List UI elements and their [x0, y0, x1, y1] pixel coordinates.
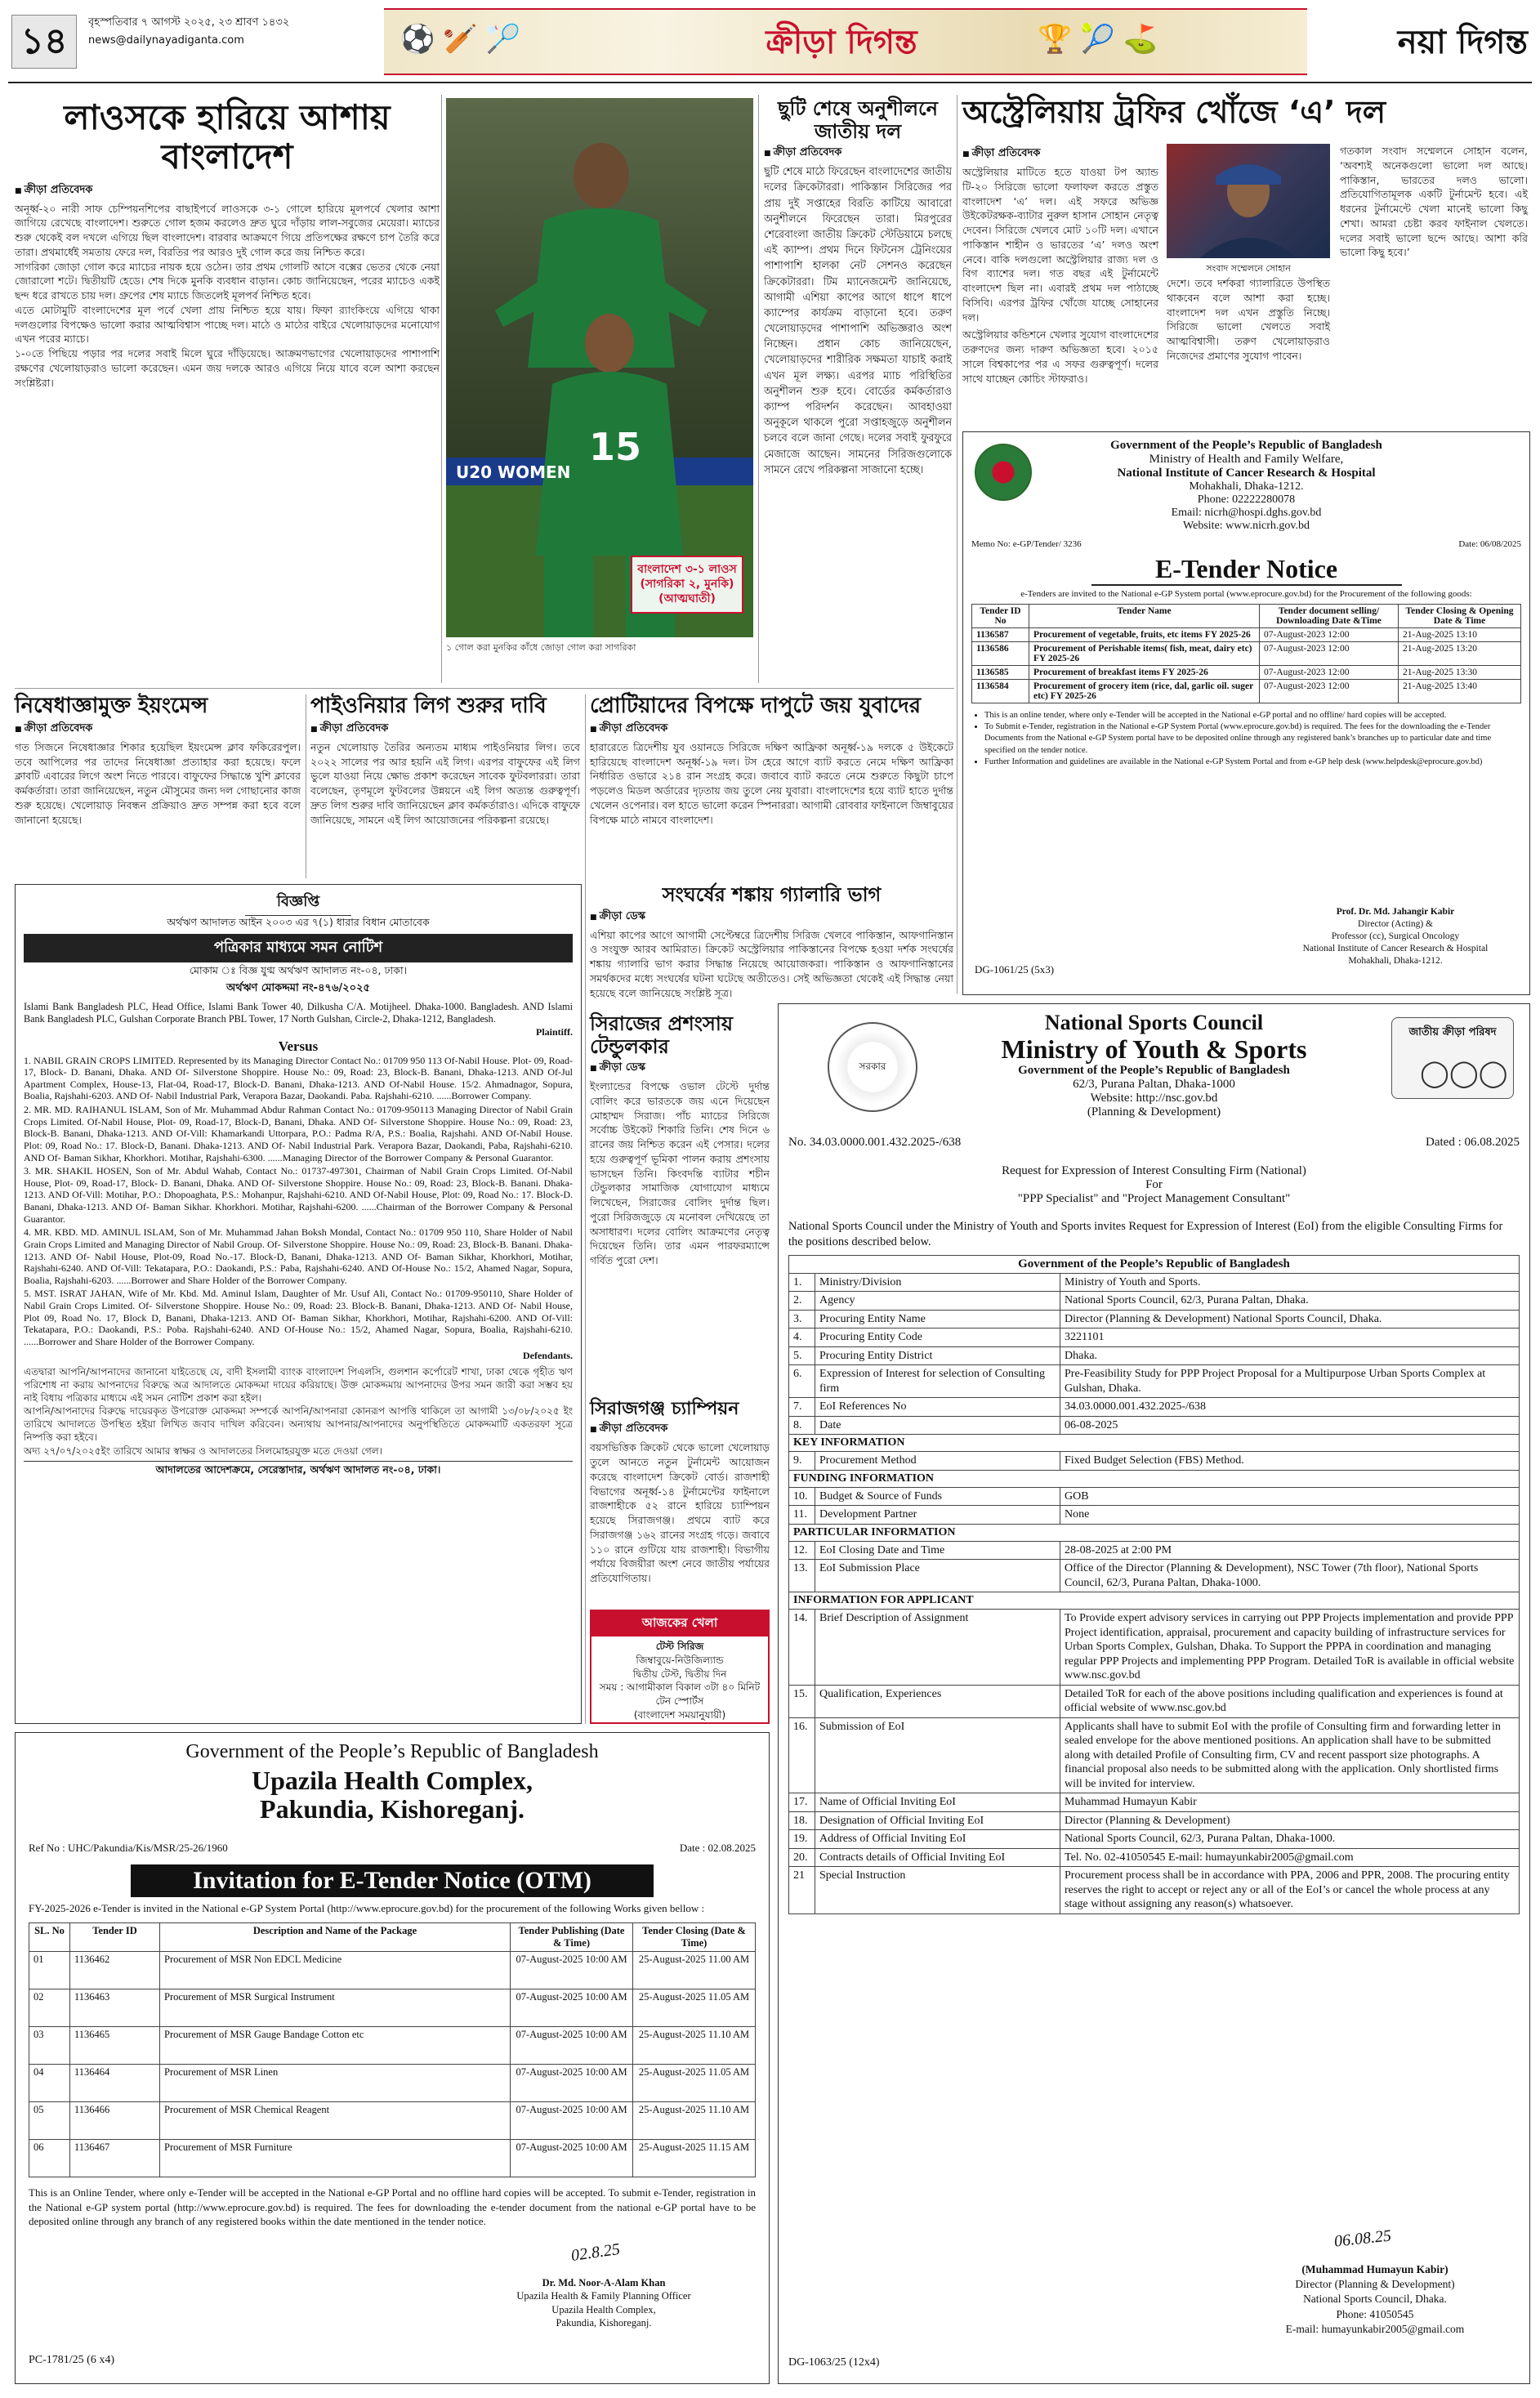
eoi-row-key: Procurement Method [815, 1452, 1060, 1471]
eoi-row-value: Tel. No. 02-41050545 E-mail: humayunkabir2005@gmail.com [1060, 1848, 1520, 1867]
eoi-row-key: Expression of Interest for selection of Consulting firm [815, 1365, 1060, 1398]
eoi-row-number: 18. [789, 1811, 815, 1830]
headline-u19: প্রোটিয়াদের বিপক্ষে দাপুটে জয় যুবাদের [590, 694, 922, 718]
date-line: বৃহস্পতিবার ৭ আগস্ট ২০২৫, ২৩ শ্রাবণ ১৪৩২ [88, 16, 290, 29]
eoi-row-key: Procuring Entity District [815, 1346, 1060, 1365]
eoi-section-row [789, 1524, 1520, 1541]
table-row: 02 1136463 Procurement of MSR Surgical Instrument 07-August-2025 10:00 AM 25-August-2025 11.05 AM [29, 1989, 756, 2027]
photo-laos [446, 98, 753, 637]
headline-camp: ছুটি শেষে অনুশীলনে জাতীয় দল [777, 97, 939, 143]
eoi-row-value: Applicants shall have to submit EoI with the profile of Consulting firm and forwarding letter in sealed envelope for the above mentioned positions. An application shall have to be submitted along with detailed Profile of Consulting firm, CV and recent passport size photographs. A financial proposal also needs to be submitted along with the application. Only shortlisted firms will be invited for interview. [1060, 1717, 1520, 1793]
byline: ■ ক্রীড়া প্রতিবেদক [15, 182, 440, 199]
eoi-row-key: Address of Official Inviting EoI [815, 1830, 1060, 1849]
eoi-row-value: None [1060, 1506, 1520, 1525]
story-gallery [590, 884, 953, 1007]
table-row [789, 1487, 1520, 1506]
eoi-req-2: For [1145, 1178, 1163, 1192]
eoi-row-number: 12. [789, 1541, 815, 1560]
table-row [789, 1560, 1520, 1592]
byline: ■ ক্রীড়া প্রতিবেদক [590, 1421, 770, 1438]
nsc-dept: (Planning & Development) [1087, 1105, 1221, 1119]
photo-caption: ১ গোল করা মুনকির কাঁধে জোড়া গোল করা সাগরিকা [446, 642, 636, 653]
table-row: 03 1136465 Procurement of MSR Gauge Bandage Cotton etc 07-August-2025 10:00 AM 25-August-2025 11.10 AM [29, 2027, 756, 2065]
table-row: 1136587 Procurement of vegetable, fruits, etc items FY 2025-26 07-August-2023 12:00 21-Aug-2025 13:10 [972, 628, 1521, 642]
defendant-item: 4. MR. KBD. MD. AMINUL ISLAM, Son of Mr. Muhammad Jahan Boksh Mondal, Contact No.: 01709 950 110, Share Holder of Nabil Grain Crops Limited and Managing Director of Nabil Group. Of- Silverstone Shoppire. House No.: 09, Road: 23, Block-B. Banani. Dhaka-1213. AND Of- Nabil House, Plot-09, Road No.-17. Block-D, Banani, Dhaka-1213. AND Of- Baman Sikhar, Khorkhori, Motihar, Rajshahi-6240. AND Of-Vill: Tekatapara, P.O.: Daokandi, P.S.: Paba, Rajshahi-6240. AND Of-House No.: 15/2, Ahamed Nagar, Sopura, Boalia, Rajshahi-6203. ......Borrower and Share Holder of the Borrower Company. [24, 1226, 573, 1286]
eoi-section-label: INFORMATION FOR APPLICANT [789, 1592, 1520, 1610]
eoi-row-number: 1. [789, 1273, 815, 1292]
eoi-row-value: Procurement process shall be in accordance with PPA, 2006 and PPR, 2008. The procuring entity reserves the right to accept or reject any or all of the EoI’s or cancel the whole process at any stage without assigning any reason(s) whatsoever. [1060, 1867, 1520, 1914]
table-row: 06 1136467 Procurement of MSR Furniture 07-August-2025 10:00 AM 25-August-2025 11.15 AM [29, 2140, 756, 2177]
eoi-row-key: EoI Submission Place [815, 1560, 1060, 1592]
table-row [789, 1685, 1520, 1717]
defendant-item: 1. NABIL GRAIN CROPS LIMITED. Represented by its Managing Director Contact No.: 01709 950 113 Of-Nabil House. Plot- 09, Road-17, Block- D. Banani, Dhaka. AND Of- Silverstone Shoppire. House No.: 09, Road: 23, Block-B. Banani, Dhaka-1213. AND Of-Jul Apartment Complex, House-13, Flat-04, Road-17, Block-D. Banani, Dhaka-1213. AND Of-Nabil House. 15/2. Ahmadnagor, Sopura, Boalia, Rajshahi-6203. AND Of- Nabil Industrial Park, Verapora Bazar, Daokandi. Paba. Rajshahi-6210. ......Borrower Company. [24, 1054, 573, 1102]
byline: ■ ক্রীড়া প্রতিবেদক [15, 721, 301, 738]
etender-title: E-Tender Notice [1091, 554, 1402, 586]
page-number: ১৪ [11, 15, 77, 69]
eoi-row-number: 20. [789, 1848, 815, 1867]
ref-no: No. 34.03.0000.001.432.2025-/638 [788, 1136, 962, 1150]
story-text: হারারেতে ত্রিদেশীয় যুব ওয়ানডে সিরিজে দক্ষিণ আফ্রিকা অনূর্ধ্ব-১৯ দলকে ৫ উইকেটে হারিয়েছে বাংলাদেশ অনূর্ধ্ব-১৯ দল। টস হেরে আগে ব্যাট করতে নেমে দক্ষিণ আফ্রিকা নির্ধারিত ওভারে ২১৪ রান সংগ্রহ করে। জবাবে ব্যাট করতে নেমে শুরুতে কিছুটা চাপে পড়লেও মিডল অর্ডারের দৃঢ়তায় জয় তুলে নেয় যুবারা। বাংলাদেশের হয়ে ব্যাট হাতে দুর্দান্ত খেলেন ওপেনার। বল হাতে ভালো করেন স্পিনাররা। আগামী রোববার ফাইনালে জিম্বাবুয়ের বিপক্ষে মাঠে নামবে বাংলাদেশ। [590, 740, 953, 826]
todays-games-line: সময় : আগামীকাল বিকাল ৩টা ৪০ মিনিট [599, 1681, 761, 1694]
story-text: ইংল্যান্ডের বিপক্ষে ওভাল টেস্টে দুর্দান্ত বোলিং করে ভারতকে জয় এনে দিয়েছেন মোহাম্মদ সিরাজ। পাঁচ ম্যাচের সিরিজে সর্বোচ্চ উইকেট শিকারি তিনি। শেষ দিনে ৬ রানের জয় নিশ্চিত করেন এই পেসার। দলের হয়ে গুরুত্বপূর্ণ ভূমিকা পালন করায় প্রশংসায় ভাসছেন তিনি। কিংবদন্তি ব্যাটার শচীন টেন্ডুলকার সামাজিক যোগাযোগ মাধ্যমে লিখেছেন, সিরাজের বোলিং দুর্দান্ত ছিল। পুরো সিরিজজুড়ে যে মনোবল দেখিয়েছে তা অসাধারণ। দলের বোলিং আক্রমণের নেতৃত্ব দিয়েছেন তিনি। তার এমন পারফরম্যান্সে গর্বিত পুরো দেশ। [590, 1080, 770, 1267]
ad-email[interactable]: Email: nicrh@hospi.dghs.gov.bd [1171, 507, 1322, 519]
eoi-row-value: 34.03.0000.001.432.2025-/638 [1060, 1398, 1520, 1417]
ad-court-summons [15, 884, 582, 1724]
nsc-website[interactable]: Website: http://nsc.gov.bd [1090, 1092, 1218, 1105]
story-text: অস্ট্রেলিয়ার মাটিতে হতে যাওয়া টপ অ্যান্ড টি-২০ সিরিজে ভালো ফলাফল করতে প্রস্তুত বাংলাদেশ ‘এ’ দল। এই সফরে অভিজ্ঞ উইকেটরক্ষক-ব্যাটার নুরুল হাসান সোহান নেতৃত্ব দেবেন। সিরিজে খেলবে মোট ১০টি দল। এখানে পাকিস্তান শাহীন ও ভারতের ‘এ’ দলও অংশ নেবে। বাকি দলগুলো অস্ট্রেলিয়ার রাজ্য দল ও বিগ ব্যাশের দল। গত বছর এই টুর্নামেন্টে বাংলাদেশ ছিল না। এবারই প্রথম দল পাঠাচ্ছে বিসিবি। এরপর ট্রফির খোঁজে যাচ্ছে সোহানের দল। [962, 166, 1158, 324]
table-row: 04 1136464 Procurement of MSR Linen 07-August-2025 10:00 AM 25-August-2025 11.05 AM [29, 2065, 756, 2102]
section-title: ক্রীড়া দিগন্ত [766, 24, 917, 61]
eoi-row-number: 4. [789, 1329, 815, 1347]
notice-law: অর্থঋণ আদালত আইন ২০০৩ এর ৭(১) ধারার বিধান মোতাবেক [167, 916, 430, 928]
col-publishing: Tender Publishing (Date & Time) [511, 1923, 633, 1952]
table-row [789, 1811, 1520, 1830]
eoi-row-key: Special Instruction [815, 1867, 1060, 1914]
eoi-section-row [789, 1592, 1520, 1610]
col-closing: Tender Closing (Date & Time) [633, 1923, 756, 1952]
eoi-row-number: 14. [789, 1610, 815, 1686]
signature-block: Prof. Dr. Md. Jahangir Kabir Director (Acting) & Professor (cc), Surgical Oncology National Institute of Cancer Research & Hospital Mohakhali, Dhaka-1212. [1302, 907, 1489, 966]
table-row [789, 1717, 1520, 1793]
eoi-row-value: Detailed ToR for each of the above positions including qualification and experiences is found at official website of www.nsc.gov.bd [1060, 1685, 1520, 1717]
todays-games-line: দ্বিতীয় টেস্ট, দ্বিতীয় দিন [632, 1668, 727, 1680]
eoi-row-value: National Sports Council, 62/3, Purana Paltan, Dhaka-1000. [1060, 1830, 1520, 1849]
eoi-row-number: 21 [789, 1867, 815, 1914]
story-text: ছুটি শেষে মাঠে ফিরেছেন বাংলাদেশের জাতীয় দলের ক্রিকেটাররা। পাকিস্তান সিরিজের পর প্রায় দুই সপ্তাহের বিরতি কাটিয়ে আবারো অনুশীলনে ফিরেছেন তারা। মিরপুরের শেরেবাংলা জাতীয় ক্রিকেট স্টেডিয়ামে চলছে এই ক্যাম্প। প্রথম দিনে ফিটনেস ট্রেনিংয়ের পাশাপাশি হালকা নেট সেশনও করেছেন ক্রিকেটাররা। টিম ম্যানেজমেন্ট জানিয়েছে, আগামী এশিয়া কাপের আগে ধাপে ধাপে ক্যাম্পের কার্যক্রম বাড়ানো হবে। তরুণ খেলোয়াড়দের পাশাপাশি অভিজ্ঞরাও অংশ নিচ্ছেন। প্রধান কোচ জানিয়েছেন, খেলোয়াড়দের শারীরিক সক্ষমতা যাচাই করাই এখন মূল লক্ষ্য। এরপর ম্যাচ পরিস্থিতির অনুশীলন শুরু হবে। বোর্ডের কর্মকর্তারাও ক্যাম্প পরিদর্শন করেছেন। আবহাওয়া অনুকূলে থাকলে পুরো সপ্তাহজুড়ে অনুশীলন চলবে বলে জানা গেছে। দলের সবাই ফুরফুরে মেজাজে আছেন। সামনের সিরিজগুলোকে সামনে রেখে পরিকল্পনা সাজানো হচ্ছে। [764, 166, 952, 476]
eoi-section-label: KEY INFORMATION [789, 1435, 1520, 1452]
table-row [789, 1346, 1520, 1365]
byline: ■ ক্রীড়া প্রতিবেদক [310, 721, 580, 738]
eoi-row-value: National Sports Council, 62/3, Purana Paltan, Dhaka. [1060, 1292, 1520, 1311]
email-line[interactable]: news@dailynayadiganta.com [88, 34, 244, 47]
etender-table [971, 604, 1521, 703]
eoi-section-row [789, 1470, 1520, 1487]
eoi-table [788, 1255, 1520, 1914]
ad-institute: National Institute of Cancer Research & Hospital [1117, 467, 1376, 480]
eoi-row-number: 3. [789, 1310, 815, 1329]
eoi-row-key: Ministry/Division [815, 1273, 1060, 1292]
table-row: 1136585 Procurement of breakfast items FY 2025-26 07-August-2023 12:00 21-Aug-2025 13:30 [972, 666, 1521, 680]
ad-phone: Phone: 02222280078 [1197, 493, 1296, 506]
col-description: Description and Name of the Package [160, 1923, 511, 1952]
eoi-section-label: PARTICULAR INFORMATION [789, 1524, 1520, 1541]
eoi-intro: National Sports Council under the Ministry of Youth and Sports invites Request for Expression of Interest (EoI) from the eligible Consulting Firms for the positions described below. [788, 1220, 1503, 1249]
story-text-4: গতকাল সংবাদ সম্মেলনে সোহান বলেন, ‘অবশ্যই অনেকগুলো ভালো দল আছে। পাকিস্তান, ভারতের দলও ভালো। প্রতিযোগিতামূলক একটি টুর্নামেন্ট হবে। এই ধরনের টুর্নামেন্টে খেলা মানেই ভালো কিছু শেখা। আমরা চেষ্টা করব ফাইনাল খেলতে। দলের সবাই ভালো ছন্দে আছে। আশা করি ভালো কিছু হবে।’ [1340, 145, 1528, 259]
table-row [789, 1848, 1520, 1867]
eoi-row-number: 15. [789, 1685, 815, 1717]
eoi-row-key: Procuring Entity Name [815, 1310, 1060, 1329]
col-tender-id: Tender ID No [972, 605, 1029, 628]
nsc-gov: Government of the People’s Republic of Bangladesh [1018, 1064, 1290, 1078]
eoi-req-3: "PPP Specialist" and "Project Management Consultant" [1017, 1192, 1291, 1206]
eoi-row-key: Contracts details of Official Inviting EoI [815, 1848, 1060, 1867]
versus-label: Versus [278, 1038, 319, 1054]
todays-games-title: আজকের খেলা [591, 1611, 768, 1637]
story-u19 [590, 694, 953, 878]
notice-label: বিজ্ঞপ্তি [245, 890, 351, 916]
eoi-row-value: 3221101 [1060, 1329, 1520, 1347]
otm-table [29, 1922, 756, 2177]
signature-block: (Muhammad Humayun Kabir) Director (Planning & Development) National Sports Council, Dhaka. Phone: 41050545 E-mail: humayunkabir2005@gmail.com [1285, 2263, 1465, 2335]
table-row: 1136584 Procurement of grocery item (rice, dal, garlic oil. suger etc) FY 2025-26 07-August-2023 12:00 21-Aug-2025 13:40 [972, 680, 1521, 703]
eoi-row-key: EoI References No [815, 1398, 1060, 1417]
eoi-row-value: Director (Planning & Development) [1060, 1811, 1520, 1830]
ad-nsc-eoi [778, 1003, 1530, 2384]
nsc-address: 62/3, Purana Paltan, Dhaka-1000 [1073, 1078, 1235, 1092]
nsc-logo-text: জাতীয় ক্রীড়া পরিষদ [1408, 1026, 1497, 1038]
ad-website[interactable]: Website: www.nicrh.gov.bd [1183, 520, 1310, 532]
nsc-title: National Sports Council [1044, 1011, 1264, 1034]
eoi-row-key: Brief Description of Assignment [815, 1610, 1060, 1686]
eoi-row-number: 6. [789, 1365, 815, 1398]
ad-org-place: Pakundia, Kishoreganj. [260, 1794, 524, 1824]
table-row [789, 1867, 1520, 1914]
ad-code: PC-1781/25 (6 x4) [29, 2354, 114, 2366]
gov-logo [975, 444, 1032, 501]
story-youngmens [15, 694, 301, 878]
ad-upazila-etender [15, 1732, 770, 2384]
defendant-item: 3. MR. SHAKIL HOSEN, Son of Mr. Abdul Wahab, Contact No.: 01737-497301, Chairman of Nabil Grain Crops Limited. Of-Nabil House, Plot- 09, Road-17, Block- D. Banani, Dhaka. AND Of- Silverstone Shoppire. House No.: 09, Road: 23, Block-B. Banani. Dhaka-1213. AND Of-Vill: Motihar, P.O.: Dhopoaghata, P.S.: Mohanpur, Rajshahi-6210. AND Of-Nabil House, Plot: 09, Road No.: 17. Block-D. Banani, Dhaka-1213. AND Of- Baman Sikhar. Khorkhori. Motihar, Rajshahi-6200. ......Chairman of the Borrower Company & Personal Guarantor. [24, 1165, 573, 1225]
todays-games-line: (বাংলাদেশ সময়ানুযায়ী) [633, 1708, 726, 1721]
ad-org-name: Upazila Health Complex, [252, 1766, 533, 1795]
eoi-table-head: Government of the People’s Republic of Bangladesh [789, 1255, 1520, 1273]
summons-body: এতদ্বারা আপনি/আপনাদের জানানো যাইতেছে যে, বাদী ইসলামী ব্যাংক বাংলাদেশ পিএলসি, গুলশান কর্পোরেট শাখা, ঢাকা থেকে গৃহীত ঋণ পরিশোধ না করায় আপনাদের বিরুদ্ধে অত্র আদালতে মোকদ্দমা দায়ের করিয়াছে। উক্ত মোকদ্দমায় আপনাদের উপর সমন জারী করা সম্ভব হয় নাই বিধায় পত্রিকার মাধ্যমে এই সমন নোটিশ প্রকাশ করা হইল। আপনি/আপনাদের বিরুদ্ধে দায়েরকৃত উপরোক্ত মোকদ্দমা সম্পর্কে আপনি/আপনারা কোনরূপ আপত্তি থাকিলে তা আগামী ১৩/০৮/২০২৫ ইং তারিখে আদালতে উপস্থিত হইয়া লিখিত জবাব দাখিল করিবেন। অন্যথায় আপনার/আপনাদের অনুপস্থিতিতে মোকদ্দমাটি একতরফা সূত্রে নিষ্পত্তি করা হইবে। অদ্য ২৭/০৭/২০২৫ইং তারিখে আমার স্বাক্ষর ও আদালতের সিলমোহরযুক্ত মতে দেওয়া গেল। [24, 1365, 573, 1457]
story-australia [962, 95, 1530, 422]
headline-australia: অস্ট্রেলিয়ায় ট্রফির খোঁজে ‘এ’ দল [962, 94, 1386, 130]
paper-logo: নয়া দিগন্ত [1397, 24, 1528, 61]
eoi-section-label: FUNDING INFORMATION [789, 1470, 1520, 1487]
col-closing: Tender Closing & Opening Date & Time [1399, 605, 1521, 628]
ad-ministry: Ministry of Health and Family Welfare, [1149, 453, 1344, 466]
eoi-row-number: 11. [789, 1506, 815, 1525]
sports-banner [384, 8, 1307, 75]
headline-sirajganj: সিরাজগঞ্জ চ্যাম্পিয়ন [590, 1399, 739, 1419]
story-text: বয়সভিত্তিক ক্রিকেট থেকে ভালো খেলোয়াড় তুলে আনতে নতুন টুর্নামেন্ট আয়োজন করেছে বাংলাদেশ ক্রিকেট বোর্ড। রাজশাহী বিভাগের অনূর্ধ্ব-১৪ টুর্নামেন্টের ফাইনালে রাজশাহীকে ৫২ রানে হারিয়ে চ্যাম্পিয়ন হয়েছে সিরাজগঞ্জ। প্রথমে ব্যাট করে সিরাজগঞ্জ ১৬২ রানের সংগ্রহ গড়ে। জবাবে ১১০ রানে গুটিয়ে যায় রাজশাহী। বিভাগীয় পর্যায়ে বিজয়ীরা অংশ নেবে জাতীয় পর্যায়ের প্রতিযোগিতায়। [590, 1441, 770, 1585]
eoi-row-key: Budget & Source of Funds [815, 1487, 1060, 1506]
score-label: বাংলাদেশ ৩-১ লাওস (সাগরিকা ২, মুনকি) (আত্মঘাতী) [631, 556, 743, 614]
ad-code: DG-1063/25 (12x4) [788, 2356, 880, 2369]
eoi-row-value: GOB [1060, 1487, 1520, 1506]
col-selling: Tender document selling/ Downloading Date &Time [1260, 605, 1399, 628]
eoi-row-key: Date [815, 1416, 1060, 1435]
table-row [789, 1416, 1520, 1435]
jersey-number: 15 [589, 425, 642, 469]
story-text-3: দেশে। তবে দর্শকরা গ্যালারিতে উপস্থিত থাকবেন বলে আশা করা হচ্ছে। বাংলাদেশ দল এখন প্রস্তুতি নিচ্ছে। সিরিজে ভালো খেলতে সবাই আত্মবিশ্বাসী। তরুণ খেলোয়াড়রাও নিজেদের প্রমাণের সুযোগ পাবেন। [1167, 277, 1330, 362]
table-row: 1136586 Procurement of Perishable items( fish, meat, dairy etc) FY 2025-26 07-August-2023 12:00 21-Aug-2025 13:20 [972, 642, 1521, 666]
eoi-row-key: Designation of Official Inviting EoI [815, 1811, 1060, 1830]
story-text-2: অস্ট্রেলিয়ার কন্ডিশনে খেলার সুযোগ বাংলাদেশের তরুণদের জন্য দারুণ অভিজ্ঞতা হবে। ২০১৫ সালে বিশ্বকাপের পর এ সফর গুরুত্বপূর্ণ। দলের সাথে যাচ্ছেন কোচিং স্টাফরাও। [962, 328, 1158, 385]
table-row [789, 1830, 1520, 1849]
col-tender-name: Tender Name [1029, 605, 1260, 628]
byline: ■ ক্রীড়া প্রতিবেদক [962, 145, 1158, 163]
signature-block: Dr. Md. Noor-A-Alam Khan Upazila Health & Family Planning Officer Upazila Health Complex, Pakundia, Kishoreganj. [516, 2277, 691, 2329]
plaintiff-tag: Plaintiff. [536, 1025, 573, 1038]
sports-icons-left: ⚽🏏🏸 [400, 23, 529, 56]
table-row [789, 1541, 1520, 1560]
byline: ■ ক্রীড়া প্রতিবেদক [590, 721, 953, 738]
table-row: 05 1136466 Procurement of MSR Chemical Reagent 07-August-2025 10:00 AM 25-August-2025 11.10 AM [29, 2102, 756, 2140]
ref-date: Date : 02.08.2025 [679, 1842, 756, 1855]
notice-court: মোকাম ঃ বিজ্ঞ যুগ্ম অর্থঋণ আদালত নং-০৪, ঢাকা। [189, 964, 408, 976]
table-row [789, 1610, 1520, 1686]
photo-sohan [1167, 144, 1330, 258]
eoi-row-value: Dhaka. [1060, 1346, 1520, 1365]
sports-icons-right: 🏆🎾⛳ [1038, 23, 1167, 56]
eoi-row-key: Submission of EoI [815, 1717, 1060, 1793]
defendants-tag: Defendants. [522, 1349, 573, 1361]
eoi-row-value: Director (Planning & Development) National Sports Council, Dhaka. [1060, 1310, 1520, 1329]
eoi-row-number: 8. [789, 1416, 815, 1435]
ad-gov: Government of the People’s Republic of Bangladesh [1110, 439, 1382, 452]
eoi-row-number: 13. [789, 1560, 815, 1592]
headline-laos: লাওসকে হারিয়ে আশায় বাংলাদেশ [64, 97, 391, 177]
etender-notes: • This is an online tender, where only e-Tender will be accepted in the National e-GP portal and no offline/ hard copies will be accepted. • To Submit e-Tender, registration in the National e-GP System Portal (www.eprocure.gov.bd) is required. The fees for the downloading the e-Tender Documents from the National e-GP System portal have to be deposited online through any registered bank’s branches up to particular date and time specified on the tender notice. • Further Information and guidelines are available in the National e-GP System Portal and from e-GP help desk (www.helpdesk@eprocure.gov.bd) [984, 710, 1521, 768]
gov-seal [828, 1022, 917, 1112]
ad-code: DG-1061/25 (5x3) [975, 963, 1055, 976]
eoi-row-key: Procuring Entity Code [815, 1329, 1060, 1347]
eoi-row-key: Qualification, Experiences [815, 1685, 1060, 1717]
todays-games-line: টেস্ট সিরিজ [655, 1641, 704, 1652]
byline: ■ ক্রীড়া প্রতিবেদক [764, 145, 952, 162]
table-row [789, 1329, 1520, 1347]
eoi-row-value: Fixed Budget Selection (FBS) Method. [1060, 1452, 1520, 1471]
memo-no: Memo No: e-GP/Tender/ 3236 [971, 539, 1082, 549]
eoi-row-key: Agency [815, 1292, 1060, 1311]
ref-date: Dated : 06.08.2025 [1426, 1136, 1520, 1150]
table-row [789, 1506, 1520, 1525]
eoi-row-value: Office of the Director (Planning & Development), NSC Tower (7th floor), National Sports Council, 62/3, Purana Paltan, Dhaka-1000. [1060, 1560, 1520, 1592]
summons-footer: আদালতের আদেশক্রমে, সেরেস্তাদার, অর্থঋণ আদালত নং-০৪, ঢাকা। [24, 1461, 573, 1480]
etender-intro: e-Tenders are invited to the National e-GP System portal (www.eprocure.gov.bd) for the Procurement of the following goods: [1020, 589, 1472, 599]
eoi-row-number: 16. [789, 1717, 815, 1793]
story-text: গত সিজনে নিষেধাজ্ঞার শিকার হয়েছিল ইয়ংমেন্স ক্লাব ফকিরেরপুল। তবে আপিলের পর তাদের নিষেধাজ্ঞা প্রত্যাহার করা হয়েছে। ফলে ক্লাবটি এবারের লিগে অংশ নিতে পারবে। বাফুফের সিদ্ধান্তে খুশি ক্লাবের কর্মকর্তারা। তারা জানিয়েছেন, নতুন মৌসুমের জন্য দল গোছানোর কাজ শুরু হয়েছে। খেলোয়াড় নিবন্ধন প্রক্রিয়াও দ্রুত সম্পন্ন করা হবে বলে জানানো হয়েছে। [15, 740, 301, 826]
table-row [789, 1793, 1520, 1812]
eoi-section-row [789, 1435, 1520, 1452]
eoi-row-number: 10. [789, 1487, 815, 1506]
story-text: অনূর্ধ্ব-২০ নারী সাফ চেম্পিয়নশিপের বাছাইপর্বে লাওসকে ৩-১ গোলে হারিয়ে মূলপর্বে খেলার আশা জাগিয়ে রেখেছে বাংলাদেশ। শুরুতে গোল হজম করলেও দ্রুত ঘুরে দাঁড়ায় লাল-সবুজের মেয়েরা। ম্যাচের শুরু থেকেই বল দখলে এগিয়ে ছিল বাংলাদেশ। বারবার আক্রমণে গিয়ে প্রতিপক্ষের রক্ষণে চাপ তৈরি করে তারা। প্রথমার্ধেই সমতায় ফেরে দল, বিরতির পর আরও দুই গোল করে জয় নিশ্চিত করে। সাগরিকা জোড়া গোল করে ম্যাচের নায়ক হয়ে ওঠেন। তার প্রথম গোলটি আসে বক্সের ভেতর থেকে নেয়া জোরালো শটে। দ্বিতীয়টি হেডে। শেষ দিকে মুনকি ব্যবধান বাড়ান। কোচ জানিয়েছেন, পরের ম্যাচেও একই ছন্দ ধরে রাখতে চায় দল। গ্রুপের শেষ ম্যাচে জিতলেই মূলপর্ব নিশ্চিত হবে। এতে মোটামুটি বাংলাদেশের মূল পর্বে খেলা প্রায় নিশ্চিত হয়ে যায়। ফিফা র‌্যাংকিংয়ে এগিয়ে থাকা দলগুলোর বিপক্ষেও ভালো করার আত্মবিশ্বাস পাচ্ছে দল। মাঠে ও মাঠের বাইরে খেলোয়াড়দের মনোযোগ এখন পরের ম্যাচে। ১-০তে পিছিয়ে পড়ার পর দলের সবাই মিলে ঘুরে দাঁড়িয়েছে। আক্রমণভাগের খেলোয়াড়দের পাশাপাশি রক্ষণের খেলোয়াড়রাও ভালো করেছেন। এমন জয় দলকে আরও এগিয়ে নিয়ে যাবে বলে আশা করছেন সংশ্লিষ্টরা। [15, 202, 440, 389]
photo-caption: সংবাদ সম্মেলনে সোহান [1206, 263, 1291, 274]
eoi-row-key: Name of Official Inviting EoI [815, 1793, 1060, 1812]
eoi-row-value: To Provide expert advisory services in carrying out PPP Projects implementation and provide PPP Project identification, appraisal, procurement and capacity building of infrastructure services for Urban Sports Complex, Gulshan, Dhaka. To Support the PPPA in coordination and managing regular PPP Projects and implementing PPP Program. Detailed ToR is available in official website www.nsc.gov.bd [1060, 1610, 1520, 1686]
eoi-row-value: 06-08-2025 [1060, 1416, 1520, 1435]
ad-address: Mohakhali, Dhaka-1212. [1189, 480, 1304, 493]
eoi-row-value: Muhammad Humayun Kabir [1060, 1793, 1520, 1812]
ref-no: Ref No : UHC/Pakundia/Kis/MSR/25-26/1960 [29, 1842, 228, 1855]
signature-scribble: 02.8.25 [569, 2239, 622, 2266]
headline-pioneer: পাইওনিয়ার লিগ শুরুর দাবি [310, 694, 547, 718]
plaintiff-text: Islami Bank Bangladesh PLC, Head Office, Islami Bank Tower 40, Dilkusha C/A. Motijheel. Dhaka-1000. Bangladesh. AND Islami Bank Bangladesh PLC, Gulshan Corporate Branch PBL Tower, 17 North Gulshan, Circle-2, Dhaka-1212, Bangladesh. [24, 1001, 573, 1025]
story-text: এশিয়া কাপের আগে আগামী সেপ্টেম্বরে ত্রিদেশীয় সিরিজ খেলবে পাকিস্তান, আফগানিস্তান ও সংযুক্ত আরব আমিরাত। ক্রিকেট অস্ট্রেলিয়ার পাকিস্তানের বিপক্ষে হওয়া দর্শক সংঘর্ষের শঙ্কায় গ্যালারি ভাগ করার সিদ্ধান্ত নিয়েছে আয়োজকরা। পাকিস্তান ও আফগানিস্তানের সমর্থকদের মধ্যে সংঘর্ষের ঘটনা ঘটেছে অতীতেও। সেই অভিজ্ঞতা থেকেই এই সিদ্ধান্ত নেয়া হয়েছে বলে জানিয়েছে সংশ্লিষ্ট সূত্র। [590, 928, 953, 999]
col-tender-id: Tender ID [70, 1923, 160, 1952]
eoi-row-value: Pre-Feasibility Study for PPP Project Proposal for a Multipurpose Urban Sports Complex at Gulshan, Dhaka. [1060, 1365, 1520, 1398]
todays-games-line: জিম্বাবুয়ে-নিউজিল্যান্ড [636, 1654, 724, 1666]
notice-title: পত্রিকার মাধ্যমে সমন নোটিশ [24, 934, 573, 962]
box-todays-games [590, 1610, 770, 1724]
otm-title: Invitation for E-Tender Notice (OTM) [131, 1864, 654, 1897]
eoi-row-key: EoI Closing Date and Time [815, 1541, 1060, 1560]
eoi-row-number: 2. [789, 1292, 815, 1311]
story-sirajganj [590, 1399, 770, 1603]
table-row [789, 1292, 1520, 1311]
nsc-logo [1391, 1017, 1514, 1099]
ad-nicrh-etender [962, 431, 1530, 995]
notice-case-no: অর্থঋণ মোকদ্দমা নং-৪৭৬/২০২৫ [226, 982, 370, 994]
eoi-row-number: 17. [789, 1793, 815, 1812]
eoi-req-1: Request for Expression of Interest Consulting Firm (National) [1002, 1164, 1306, 1178]
eoi-row-number: 19. [789, 1830, 815, 1849]
table-row [789, 1398, 1520, 1417]
eoi-row-value: Ministry of Youth and Sports. [1060, 1273, 1520, 1292]
eoi-row-number: 5. [789, 1346, 815, 1365]
todays-games-line: টেন স্পোর্টস [655, 1695, 704, 1708]
byline: ■ ক্রীড়া ডেস্ক [590, 909, 953, 926]
memo-date: Date: 06/08/2025 [1458, 539, 1521, 549]
byline: ■ ক্রীড়া ডেস্ক [590, 1060, 770, 1077]
story-text: নতুন খেলোয়াড় তৈরির অন্যতম মাধ্যম পাইওনিয়ার লিগ। তবে ২০২২ সালের পর আর হয়নি এই লিগ। এরপর বাফুফের এই লিগ ভুলে যাওয়া নিয়ে ক্ষোভ প্রকাশ করেছেন সাবেক ফুটবলাররা। তারা বলেছেন, তৃণমূলে ফুটবলের উন্নয়নে এই লিগ অত্যন্ত গুরুত্বপূর্ণ। দ্রুত লিগ শুরুর দাবি জানিয়েছেন ক্লাব কর্মকর্তারাও। এদিকে বাফুফে জানিয়েছে, সামনে এই লিগ আয়োজনের পরিকল্পনা রয়েছে। [310, 740, 580, 826]
headline-gallery: সংঘর্ষের শঙ্কায় গ্যালারি ভাগ [662, 883, 882, 906]
olympic-rings-icon: ◯◯◯ [1420, 1057, 1508, 1088]
masthead [0, 0, 1540, 90]
headline-youngmens: নিষেধাজ্ঞামুক্ত ইয়ংমেন্স [15, 694, 208, 718]
story-camp [764, 98, 952, 678]
story-pioneer [310, 694, 580, 878]
eoi-row-number: 7. [789, 1398, 815, 1417]
photo-sohan-illustration [1167, 144, 1330, 258]
story-siraj [590, 1013, 770, 1397]
eoi-row-key: Development Partner [815, 1506, 1060, 1525]
story-laos [15, 95, 440, 683]
defendant-item: 5. MST. ISRAT JAHAN, Wife of Mr. Kbd. Md. Aminul Islam, Daughter of Mr. Usuf Ali, Contact No.: 01709-950110, Share Holder of Nabil Grain Crops Limited. Of- Silverstone Shoppire. House No.: 09, Road: 23. Block-B. Banani, Dhaka-1213. AND Of- Nabil House, Plot 09, Road No. 17, Block D, Banani, Dhaka-1213. AND Of- Baman Sikhar, Khorkhori, Motihar, Rajshahi-6200. AND Of-Vill: Tekatapara, P.O.: Daokandi, P.S.: Poba. Rajshahi-6240. AND Of-House No.: 15/2, Ahamed Nagar, Sopura, Boalia, Rajshahi-6210. ......Borrower and Share Holder of the Borrower Company. [24, 1288, 573, 1347]
eoi-row-value: 28-08-2025 at 2:00 PM [1060, 1541, 1520, 1560]
otm-intro: FY-2025-2026 e-Tender is invited in the National e-GP System Portal (http://www.eprocure.gov.bd) for the procurement of the following Works given bellow : [29, 1902, 705, 1915]
defendants-list [24, 1055, 573, 1348]
table-row [789, 1452, 1520, 1471]
table-row [789, 1273, 1520, 1292]
table-row: 01 1136462 Procurement of MSR Non EDCL Medicine 07-August-2025 10:00 AM 25-August-2025 11.00 AM [29, 1952, 756, 1989]
ad-gov: Government of the People’s Republic of Bangladesh [185, 1741, 599, 1762]
nsc-ministry: Ministry of Youth & Sports [1001, 1034, 1307, 1064]
table-row [789, 1310, 1520, 1329]
table-row [789, 1365, 1520, 1398]
eoi-row-number: 9. [789, 1452, 815, 1471]
defendant-item: 2. MR. MD. RAIHANUL ISLAM, Son of Mr. Muhammad Abdur Rahman Contact No.: 01709-950113 Managing Director of Nabil Grain Crops Limited. Of-Nabil House, Plot- 09, Road-17, Block-D, Banani, Dhaka. AND Of- Silverstone Shoppire. House No.: 09, Road: 23, Block-B. Banani, Dhaka-1213. AND Of-Vill: Khamarkandi Uttorpara, P.O.: Padma R/A, P.S.: Boalia, Rajshahi. AND Of-Nabil House. Plot: 09, Road No.: 17. Block-D, Banani. Dhaka-1213. AND Of- Nabil Industrial Park. Verapora Bazar, Daokandi, Paba, Rajshahi-6210. AND Of- Baman Sikhar, Khorkhori. Motihar, Rajshahi-6300. ......Managing Director of the Borrower Company & Personal Guarantor. [24, 1104, 573, 1163]
seal-text: সরকার [859, 1061, 886, 1072]
col-sl: SL. No [29, 1923, 70, 1952]
stadium-banner-text: U20 WOMEN [456, 462, 571, 482]
otm-note: This is an Online Tender, where only e-Tender will be accepted in the National e-GP Portal and no offline hard copies will be accepted. To submit e-Tender, registration in the National e-GP system portal (http://www.eprocure.gov.bd) is required. The fees for downloading the e-tender document from the national e-GP portal have to be deposited online through any branch of any registered books within the date mentioned in the tender notice. [29, 2186, 756, 2228]
headline-siraj: সিরাজের প্রশংসায় টেন্ডুলকার [590, 1012, 733, 1058]
signature-scribble: 06.08.25 [1332, 2226, 1392, 2251]
